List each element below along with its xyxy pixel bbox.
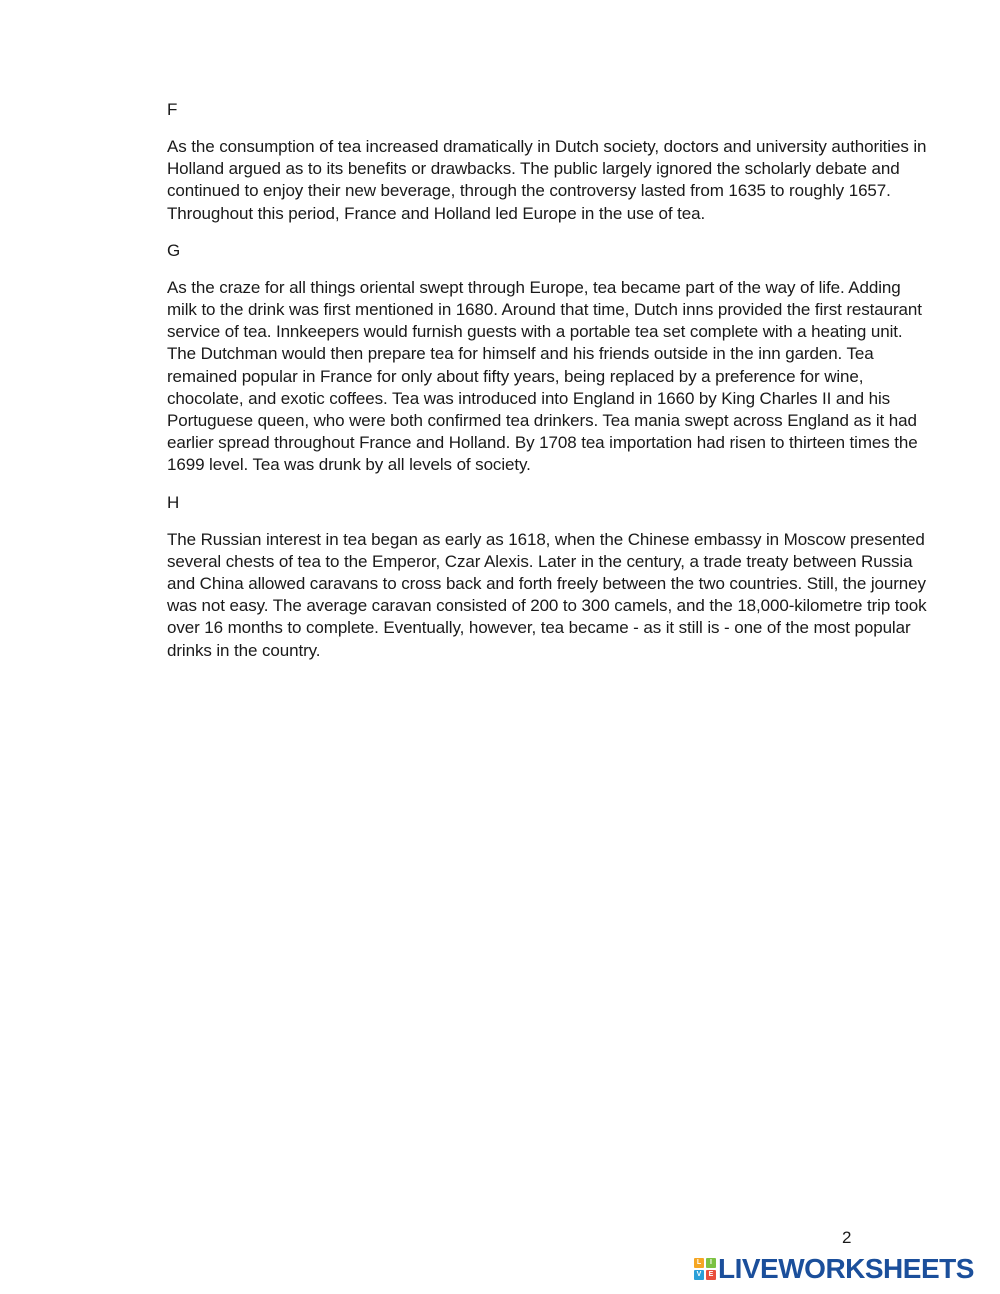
mark-tile-1: L: [694, 1258, 704, 1268]
document-body: [167, 99, 927, 677]
section-heading-g: G: [167, 240, 181, 260]
page-number: 2: [842, 1228, 852, 1247]
section-heading-h: H: [167, 492, 180, 512]
section-paragraph-g: As the craze for all things oriental swept through Europe, tea became part of the way of life. Adding milk to the drink was first mentioned in 1680. Around that time, Dutch inns provided the first restaurant service of tea. Innkeepers would furnish guests with a portable tea set complete with a heating unit. The Dutchman would then prepare tea for himself and his friends outside in the inn garden. Tea remained popular in France for only about fifty years, being replaced by a preference for wine, chocolate, and exotic coffees. Tea was introduced into England in 1660 by King Charles II and his Portuguese queen, who were both confirmed tea drinkers. Tea mania swept across England as it had earlier spread throughout France and Holland. By 1708 tea importation had risen to thirteen times the 1699 level. Tea was drunk by all levels of society.: [167, 277, 922, 475]
section-paragraph-h: The Russian interest in tea began as early as 1618, when the Chinese embassy in Moscow presented several chests of tea to the Emperor, Czar Alexis. Later in the century, a trade treaty between Russia and China allowed caravans to cross back and forth freely between the two countries. Still, the journey was not easy. The average caravan consisted of 200 to 300 camels, and the 18,000-kilometre trip took over 16 months to complete. Eventually, however, tea became - as it still is - one of the most popular drinks in the country.: [167, 529, 927, 660]
liveworksheets-wordmark: LIVEWORKSHEETS: [718, 1253, 974, 1284]
mark-tile-3: V: [694, 1270, 704, 1280]
section-paragraph-f: As the consumption of tea increased dramatically in Dutch society, doctors and university authorities in Holland argued as to its benefits or drawbacks. The public largely ignored the scholarly debate and continued to enjoy their new beverage, through the controversy lasted from 1635 to roughly 1657. Throughout this period, France and Holland led Europe in the use of tea.: [167, 137, 927, 223]
mark-tile-4: E: [706, 1270, 716, 1280]
mark-tile-2: I: [706, 1258, 716, 1268]
section-heading-f: F: [167, 100, 178, 119]
liveworksheets-logo[interactable]: [694, 1255, 974, 1283]
liveworksheets-mark-icon: [694, 1258, 716, 1280]
